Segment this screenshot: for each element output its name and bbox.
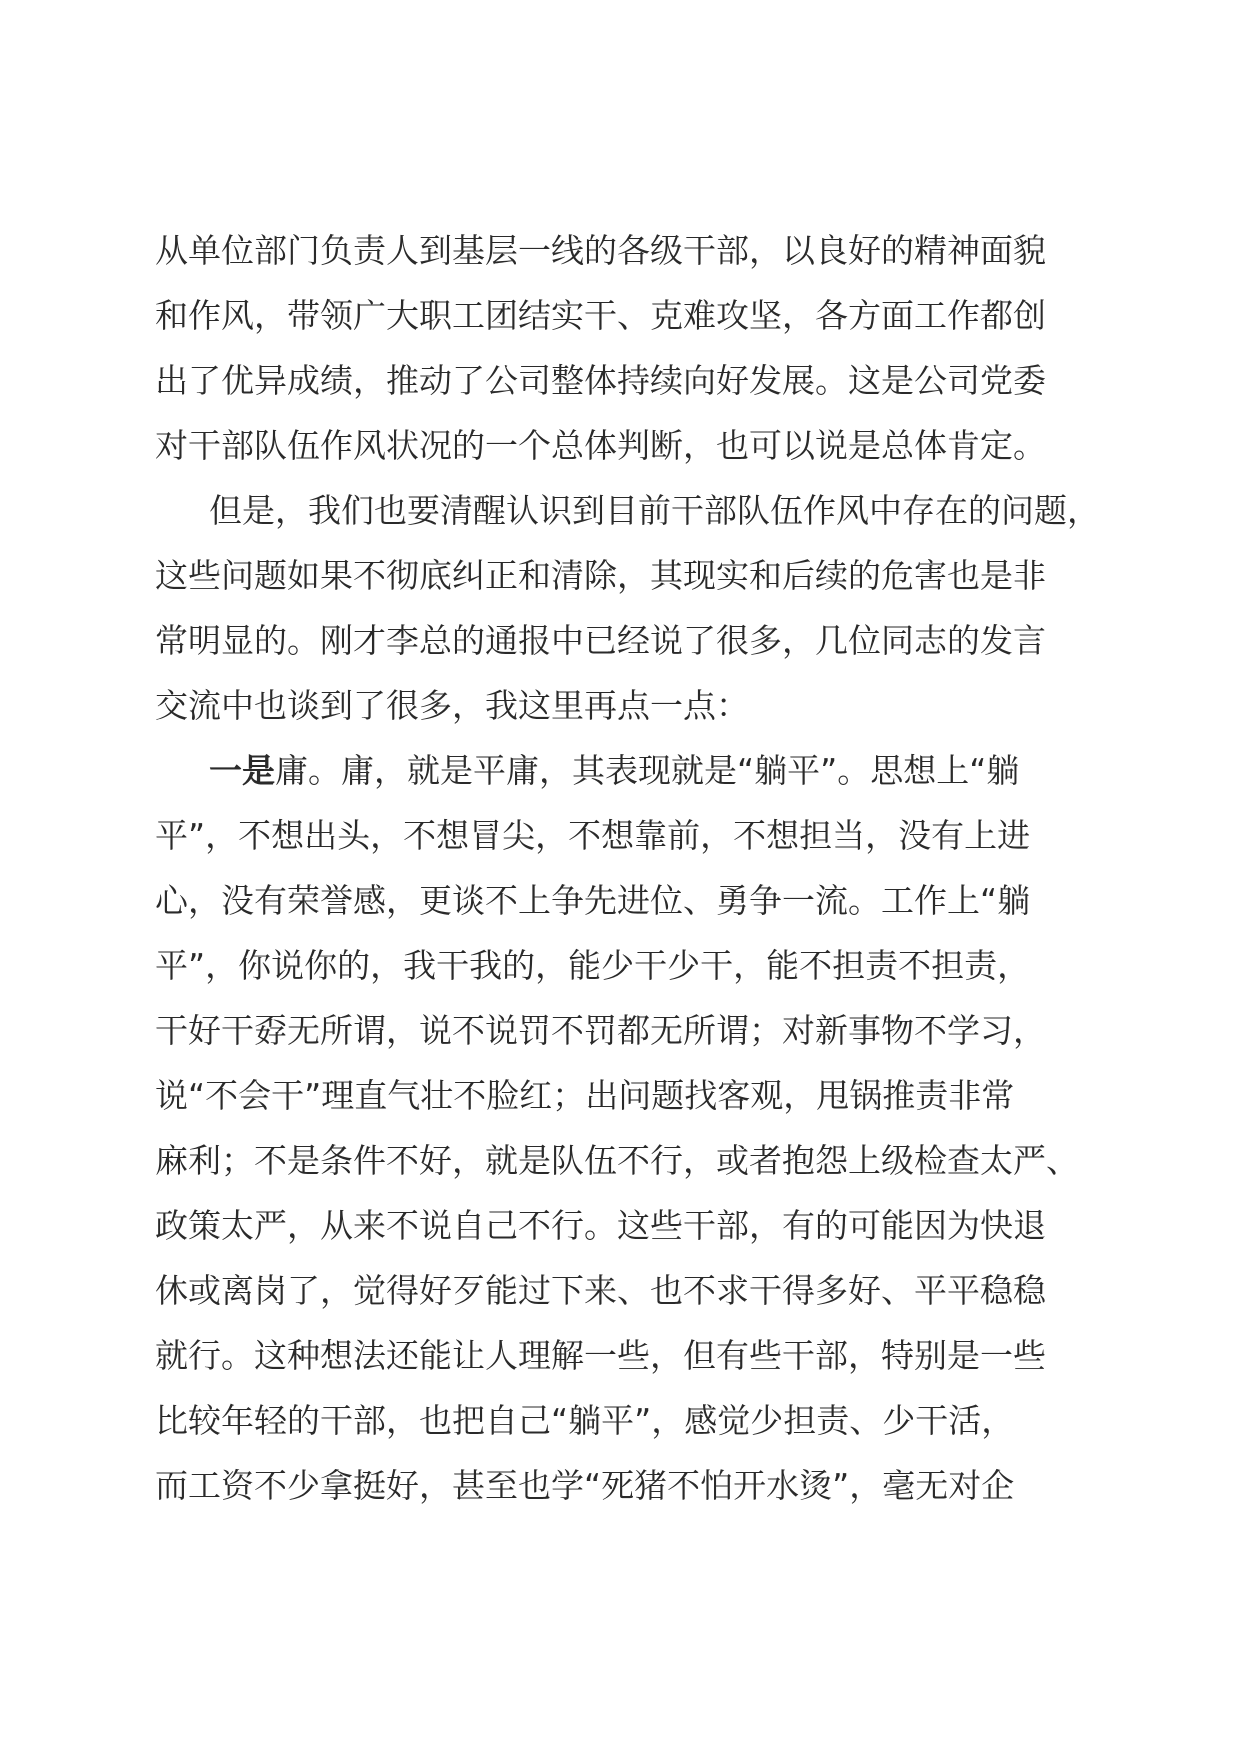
text-line: 出了优异成绩，推动了公司整体持续向好发展。这是公司党委 [155, 361, 1046, 400]
text-line: 而工资不少拿挺好，甚至也学“死猪不怕开水烫”，毫无对企 [155, 1466, 1015, 1505]
text-line: 麻利；不是条件不好，就是队伍不行，或者抱怨上级检查太严、 [155, 1141, 1079, 1180]
text-line: 平”，不想出头，不想冒尖，不想靠前，不想担当，没有上进 [155, 816, 1031, 855]
paragraph-1 [155, 218, 1145, 478]
text-line: 从单位部门负责人到基层一线的各级干部，以良好的精神面貌 [155, 231, 1046, 270]
text-line: 对干部队伍作风状况的一个总体判断，也可以说是总体肯定。 [155, 426, 1046, 465]
text-line: 休或离岗了，觉得好歹能过下来、也不求干得多好、平平稳稳 [155, 1271, 1046, 1310]
text-line: 交流中也谈到了很多，我这里再点一点： [155, 686, 749, 725]
text-line: 常明显的。刚才李总的通报中已经说了很多，几位同志的发言 [155, 621, 1046, 660]
text-line: 就行。这种想法还能让人理解一些，但有些干部，特别是一些 [155, 1336, 1046, 1375]
text-line-first [155, 738, 1145, 803]
text-line: 但是，我们也要清醒认识到目前干部队伍作风中存在的问题， [209, 491, 1100, 530]
text-line: 和作风，带领广大职工团结实干、克难攻坚，各方面工作都创 [155, 296, 1046, 335]
text-line-rest: 庸。庸，就是平庸，其表现就是“躺平”。思想上“躺 [275, 751, 1020, 790]
text-line: 比较年轻的干部，也把自己“躺平”，感觉少担责、少干活， [155, 1401, 1015, 1440]
text-line: 这些问题如果不彻底纠正和清除，其现实和后续的危害也是非 [155, 556, 1046, 595]
paragraph-2 [155, 478, 1145, 738]
bold-lead: 一是 [209, 751, 275, 790]
paragraph-3 [155, 738, 1145, 1518]
text-line: 说“不会干”理直气壮不脸红；出问题找客观，甩锅推责非常 [155, 1076, 1015, 1115]
document-body [155, 218, 1145, 1518]
text-line: 干好干孬无所谓，说不说罚不罚都无所谓；对新事物不学习， [155, 1011, 1046, 1050]
text-line: 心，没有荣誉感，更谈不上争先进位、勇争一流。工作上“躺 [155, 881, 1031, 920]
text-line: 政策太严，从来不说自己不行。这些干部，有的可能因为快退 [155, 1206, 1046, 1245]
text-line: 平”，你说你的，我干我的，能少干少干，能不担责不担责， [155, 946, 1031, 985]
